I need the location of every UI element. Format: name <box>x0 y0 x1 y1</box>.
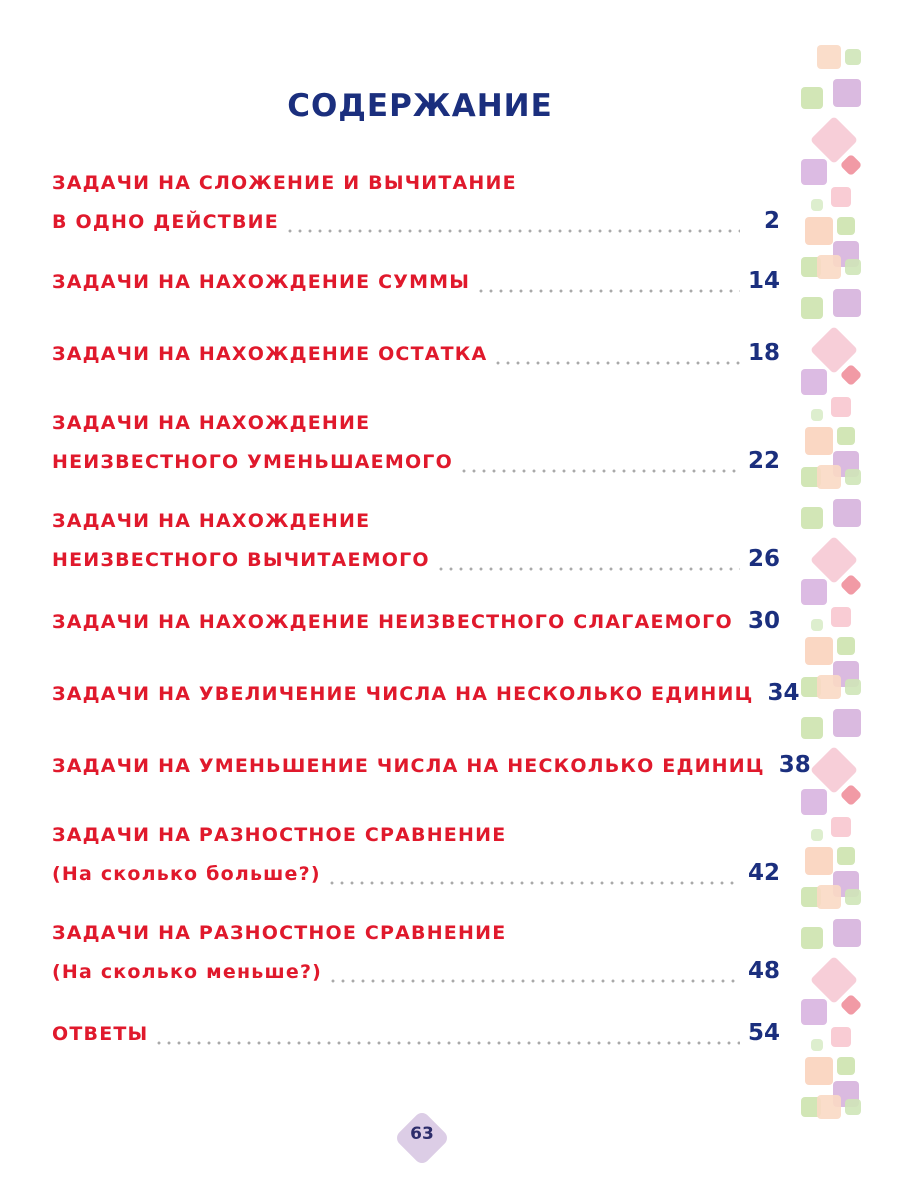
decorative-square <box>845 1099 861 1115</box>
toc-entry <box>52 824 780 896</box>
toc-page-number: 38 <box>778 752 811 778</box>
toc-entry-line <box>52 340 780 376</box>
decorative-square <box>811 1039 823 1051</box>
toc-page-number: 2 <box>763 208 780 234</box>
decorative-square <box>817 45 841 69</box>
toc-entry <box>52 510 780 582</box>
decorative-square <box>801 717 823 739</box>
dot-leader <box>493 361 740 365</box>
toc-page-number: 18 <box>747 340 780 366</box>
page-number-badge <box>390 1106 454 1170</box>
toc-entry-title: ОТВЕТЫ <box>52 1023 149 1045</box>
decorative-square <box>845 469 861 485</box>
decorative-square <box>801 999 827 1025</box>
decorative-square <box>801 87 823 109</box>
decorative-square <box>805 427 833 455</box>
toc-entry <box>52 922 780 994</box>
decorative-square <box>837 1057 855 1075</box>
dot-leader <box>285 229 740 233</box>
decorative-square <box>817 885 841 909</box>
decorative-square <box>831 397 851 417</box>
toc-entry-title: ЗАДАЧИ НА РАЗНОСТНОЕ СРАВНЕНИЕ <box>52 824 507 846</box>
decorative-square <box>837 637 855 655</box>
toc-entry-line <box>52 546 780 582</box>
toc-entry-title: (На сколько больше?) <box>52 863 321 885</box>
decorative-square <box>837 427 855 445</box>
toc-entry-line <box>52 448 780 484</box>
toc-entry <box>52 608 780 644</box>
decorative-square <box>833 79 861 107</box>
dot-leader <box>328 979 740 983</box>
page-title: СОДЕРЖАНИЕ <box>287 88 553 124</box>
toc-entry-title: В ОДНО ДЕЙСТВИЕ <box>52 211 279 233</box>
toc-page-number: 34 <box>767 680 800 706</box>
decorative-square <box>801 507 823 529</box>
toc-entry-line <box>52 860 780 896</box>
toc-entry <box>52 1020 780 1056</box>
toc-entry-line <box>52 510 780 546</box>
decorative-square <box>840 154 863 177</box>
toc-entry-title: НЕИЗВЕСТНОГО УМЕНЬШАЕМОГО <box>52 451 453 473</box>
decorative-square <box>840 994 863 1017</box>
toc-entry-line <box>52 922 780 958</box>
decorative-square <box>845 889 861 905</box>
toc-entry-title: ЗАДАЧИ НА НАХОЖДЕНИЕ <box>52 510 371 532</box>
decorative-square <box>801 159 827 185</box>
decorative-square <box>845 679 861 695</box>
decorative-squares-border <box>795 35 870 1155</box>
decorative-square <box>837 847 855 865</box>
decorative-square <box>811 409 823 421</box>
decorative-square <box>801 789 827 815</box>
toc-entry <box>52 340 780 376</box>
toc-entry-title: НЕИЗВЕСТНОГО ВЫЧИТАЕМОГО <box>52 549 430 571</box>
dot-leader <box>327 881 740 885</box>
decorative-square <box>831 817 851 837</box>
toc-page-number: 30 <box>747 608 780 634</box>
decorative-square <box>837 217 855 235</box>
decorative-square <box>817 675 841 699</box>
page-number: 63 <box>410 1124 434 1144</box>
toc-page-number: 48 <box>747 958 780 984</box>
decorative-square <box>801 927 823 949</box>
toc-entry <box>52 268 780 304</box>
toc-entry-title: ЗАДАЧИ НА НАХОЖДЕНИЕ СУММЫ <box>52 271 471 293</box>
decorative-square <box>831 1027 851 1047</box>
decorative-square <box>840 364 863 387</box>
dot-leader <box>476 289 740 293</box>
decorative-square <box>817 1095 841 1119</box>
decorative-square <box>805 637 833 665</box>
decorative-square <box>801 297 823 319</box>
toc-entry-title: ЗАДАЧИ НА СЛОЖЕНИЕ И ВЫЧИТАНИЕ <box>52 172 517 194</box>
toc-entry-line <box>52 752 811 788</box>
decorative-square <box>833 499 861 527</box>
decorative-square <box>833 289 861 317</box>
decorative-square <box>801 369 827 395</box>
decorative-square <box>805 1057 833 1085</box>
toc-entry-title: ЗАДАЧИ НА НАХОЖДЕНИЕ <box>52 412 371 434</box>
toc-page-number: 26 <box>747 546 780 572</box>
decorative-square <box>831 187 851 207</box>
decorative-square <box>817 255 841 279</box>
toc-entry-line <box>52 412 780 448</box>
decorative-square <box>845 49 861 65</box>
toc-entry-title: ЗАДАЧИ НА УВЕЛИЧЕНИЕ ЧИСЛА НА НЕСКОЛЬКО ЕДИНИЦ <box>52 683 754 705</box>
decorative-square <box>833 709 861 737</box>
toc-entry-title: ЗАДАЧИ НА НАХОЖДЕНИЕ НЕИЗВЕСТНОГО СЛАГАЕМОГО <box>52 611 733 633</box>
dot-leader <box>739 629 740 633</box>
toc-entry-line <box>52 268 780 304</box>
decorative-square <box>801 579 827 605</box>
toc-entry-line <box>52 824 780 860</box>
dot-leader <box>436 567 740 571</box>
toc-entry <box>52 752 811 788</box>
decorative-square <box>831 607 851 627</box>
toc-entry-line <box>52 608 780 644</box>
decorative-square <box>811 199 823 211</box>
decorative-square <box>845 259 861 275</box>
decorative-square <box>840 784 863 807</box>
decorative-square <box>840 574 863 597</box>
toc-entry-line <box>52 958 780 994</box>
toc-entry-line <box>52 1020 780 1056</box>
toc-entry-title: (На сколько меньше?) <box>52 961 323 983</box>
toc-entry <box>52 412 780 484</box>
decorative-square <box>811 619 823 631</box>
toc-page-number: 54 <box>747 1020 780 1046</box>
decorative-square <box>805 847 833 875</box>
toc-entry-line <box>52 680 800 716</box>
toc-entry <box>52 680 800 716</box>
toc-entry-title: ЗАДАЧИ НА РАЗНОСТНОЕ СРАВНЕНИЕ <box>52 922 507 944</box>
dot-leader <box>459 469 740 473</box>
toc-entry-title: ЗАДАЧИ НА НАХОЖДЕНИЕ ОСТАТКА <box>52 343 488 365</box>
decorative-square <box>805 217 833 245</box>
toc-entry-title: ЗАДАЧИ НА УМЕНЬШЕНИЕ ЧИСЛА НА НЕСКОЛЬКО ЕДИНИЦ <box>52 755 765 777</box>
toc-page-number: 22 <box>747 448 780 474</box>
decorative-square <box>817 465 841 489</box>
decorative-square <box>833 919 861 947</box>
decorative-square <box>811 829 823 841</box>
dot-leader <box>154 1041 740 1045</box>
toc-entry-line <box>52 172 780 208</box>
toc-entry-line <box>52 208 780 244</box>
toc-page-number: 42 <box>747 860 780 886</box>
toc-entry <box>52 172 780 244</box>
toc-page-number: 14 <box>747 268 780 294</box>
